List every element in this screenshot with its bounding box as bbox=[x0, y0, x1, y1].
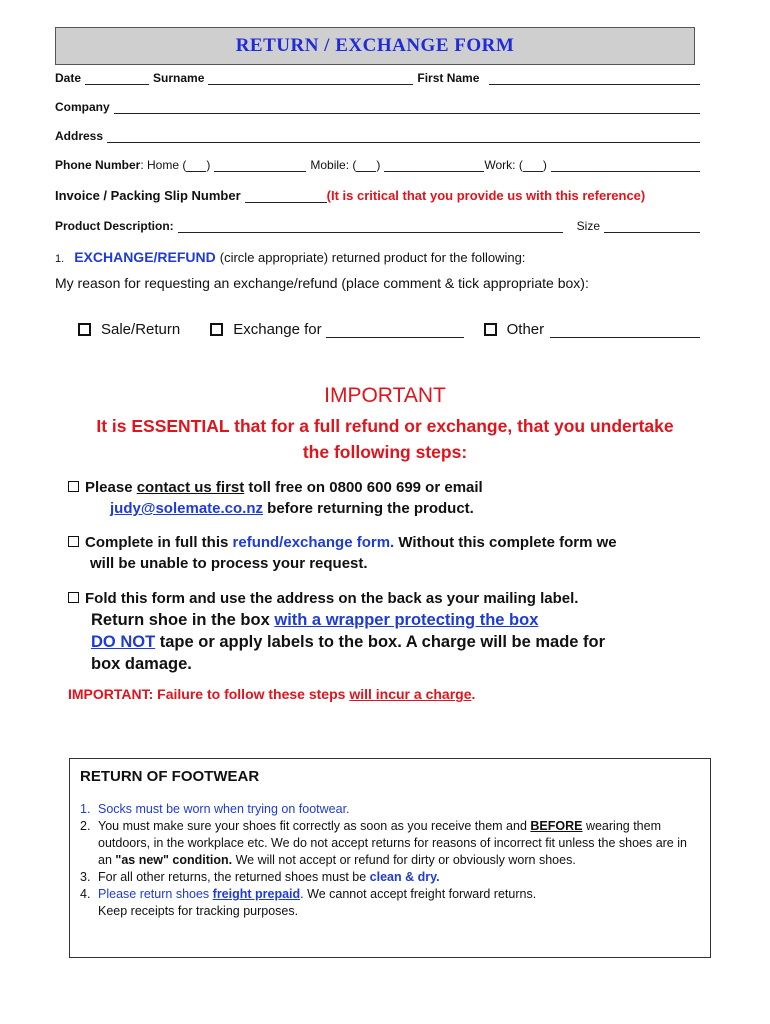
important-subheading: It is ESSENTIAL that for a full refund or exchange, that you undertake the following steps: bbox=[96, 416, 674, 462]
company-label: Company bbox=[55, 100, 110, 114]
step-text: tape or apply labels to the box. A charge will be made for bbox=[155, 633, 606, 651]
checkbox[interactable] bbox=[68, 536, 79, 547]
invoice-label: Invoice / Packing Slip Number bbox=[55, 188, 241, 203]
step-fold-form bbox=[68, 588, 708, 609]
do-not-link: DO NOT bbox=[91, 633, 156, 651]
charge-warning bbox=[68, 686, 475, 702]
item-text: Keep receipts for tracking purposes. bbox=[98, 904, 299, 918]
checkbox[interactable] bbox=[78, 323, 91, 336]
item-text: . We cannot accept freight forward returns. bbox=[300, 887, 537, 901]
list-number: 1. bbox=[80, 802, 91, 816]
warning-text: IMPORTANT: Failure to follow these steps bbox=[68, 686, 350, 702]
checkbox[interactable] bbox=[68, 592, 79, 603]
size-field[interactable] bbox=[604, 220, 700, 233]
title-banner bbox=[55, 27, 695, 65]
list-item bbox=[80, 886, 700, 920]
paren: ) bbox=[206, 158, 211, 172]
address-field[interactable] bbox=[107, 130, 700, 143]
paren: ) bbox=[542, 158, 547, 172]
refund-exchange-form-link: refund/exchange form bbox=[232, 534, 391, 551]
product-description-field[interactable] bbox=[178, 220, 563, 233]
option-exchange-for: Exchange for bbox=[233, 321, 322, 338]
footwear-title: RETURN OF FOOTWEAR bbox=[80, 768, 260, 785]
step-return-shoe bbox=[91, 609, 711, 675]
step-text: Fold this form and use the address on the back as your mailing label. bbox=[85, 590, 579, 607]
step-text: box damage. bbox=[91, 655, 192, 673]
list-number: 3. bbox=[80, 870, 91, 884]
invoice-field[interactable] bbox=[245, 190, 327, 203]
phone-label: Phone Number bbox=[55, 158, 141, 172]
item-text: We will not accept or refund for dirty or obviously worn shoes. bbox=[232, 853, 576, 867]
step-complete-form bbox=[68, 532, 708, 574]
form-title: RETURN / EXCHANGE FORM bbox=[235, 35, 515, 56]
step-text: toll free on 0800 600 699 or email bbox=[244, 479, 483, 496]
step-text: . bbox=[390, 534, 395, 551]
step-text: will be unable to process your request. bbox=[90, 555, 368, 572]
mobile-phone-field[interactable] bbox=[384, 159, 484, 172]
home-area-field[interactable] bbox=[186, 159, 206, 172]
checkbox[interactable] bbox=[210, 323, 223, 336]
important-heading: IMPORTANT bbox=[324, 384, 446, 407]
first-name-field[interactable] bbox=[489, 72, 700, 85]
reason-prompt: My reason for requesting an exchange/refund (place comment & tick appropriate box): bbox=[55, 275, 589, 291]
section-1-text: (circle appropriate) returned product for the following: bbox=[219, 250, 526, 265]
return-of-footwear-box bbox=[69, 758, 711, 958]
home-phone-field[interactable] bbox=[214, 159, 306, 172]
exchange-refund-label: EXCHANGE/REFUND bbox=[74, 249, 216, 265]
section-1-header bbox=[55, 249, 700, 265]
surname-label: Surname bbox=[153, 71, 205, 85]
row-phone bbox=[55, 158, 700, 172]
list-item bbox=[80, 869, 700, 886]
warning-text: . bbox=[471, 686, 476, 702]
item-clean-dry: clean & dry. bbox=[369, 870, 440, 884]
checkbox[interactable] bbox=[484, 323, 497, 336]
step-text: Return shoe in the box bbox=[91, 611, 275, 629]
other-field[interactable] bbox=[550, 322, 700, 338]
contact-us-first: contact us first bbox=[136, 479, 245, 496]
product-description-label: Product Description: bbox=[55, 219, 174, 233]
list-item bbox=[80, 801, 700, 818]
email-link[interactable]: judy@solemate.co.nz bbox=[110, 500, 263, 517]
size-label: Size bbox=[576, 219, 600, 233]
item-text: For all other returns, the returned shoes must be bbox=[98, 870, 370, 884]
warning-charge: will incur a charge bbox=[349, 686, 472, 702]
step-text: before returning the product. bbox=[263, 500, 474, 517]
company-field[interactable] bbox=[114, 101, 700, 114]
row-invoice bbox=[55, 188, 705, 203]
mobile-label: Mobile: ( bbox=[310, 158, 357, 172]
option-sale-return: Sale/Return bbox=[101, 321, 181, 338]
row-product bbox=[55, 219, 700, 233]
date-label: Date bbox=[55, 71, 82, 85]
surname-field[interactable] bbox=[208, 72, 413, 85]
item-as-new: "as new" condition. bbox=[115, 853, 233, 867]
item-freight-prepaid: freight prepaid bbox=[212, 887, 301, 901]
step-text: Complete in full this bbox=[85, 534, 233, 551]
step-text: Please bbox=[85, 479, 137, 496]
work-area-field[interactable] bbox=[523, 159, 543, 172]
row-address bbox=[55, 129, 700, 143]
row-date-name bbox=[55, 71, 700, 85]
work-phone-field[interactable] bbox=[551, 159, 700, 172]
work-label: Work: ( bbox=[484, 158, 523, 172]
list-number: 2. bbox=[80, 819, 91, 833]
section-number: 1. bbox=[55, 253, 65, 265]
option-other: Other bbox=[506, 321, 545, 338]
step-text: Without this complete form we bbox=[394, 534, 617, 551]
address-label: Address bbox=[55, 129, 104, 143]
item-before: BEFORE bbox=[530, 819, 583, 833]
mobile-area-field[interactable] bbox=[356, 159, 376, 172]
wrapper-link: with a wrapper protecting the box bbox=[274, 611, 539, 629]
item-text: Socks must be worn when trying on footwear. bbox=[98, 802, 350, 816]
item-text: You must make sure your shoes fit correctly as soon as you receive them and bbox=[98, 819, 531, 833]
date-field[interactable] bbox=[85, 72, 149, 85]
list-item bbox=[80, 818, 700, 869]
list-number: 4. bbox=[80, 887, 91, 901]
reason-options bbox=[78, 321, 700, 338]
paren: ) bbox=[376, 158, 381, 172]
item-text: Please return shoes bbox=[98, 887, 213, 901]
row-company bbox=[55, 100, 700, 114]
invoice-note: (It is critical that you provide us with this reference) bbox=[326, 188, 646, 203]
footwear-list bbox=[80, 801, 700, 920]
exchange-for-field[interactable] bbox=[326, 322, 464, 338]
first-name-label: First Name bbox=[417, 71, 480, 85]
checkbox[interactable] bbox=[68, 481, 79, 492]
home-label: : Home ( bbox=[140, 158, 187, 172]
step-contact bbox=[68, 477, 708, 519]
item-text: wearing them outdoors, in the workplace etc. We do not accept returns for reasons of incorrect fit unless the shoes are in an bbox=[98, 819, 687, 867]
